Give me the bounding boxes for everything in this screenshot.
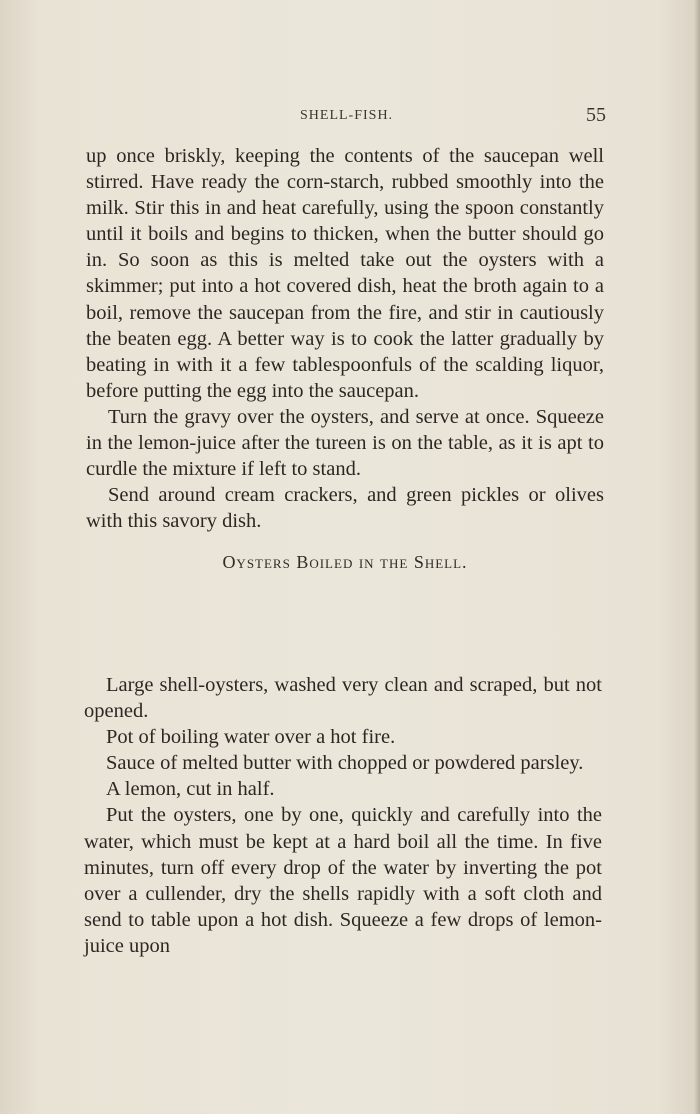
ingredient-oysters: Large shell-oysters, washed very clean and scraped, but not opened.	[84, 674, 602, 723]
ingredient-sauce: Sauce of melted butter with chopped or powdered parsley.	[106, 752, 584, 775]
page-edge-shadow	[694, 0, 700, 1114]
ingredient-pot: Pot of boiling water over a hot fire.	[106, 726, 396, 749]
page-header	[88, 104, 606, 132]
section-title: Oysters Boiled in the Shell.	[222, 552, 468, 573]
recipe-block	[84, 672, 602, 959]
page-number: 55	[586, 104, 606, 126]
paragraph-method: Put the oysters, one by one, quickly and carefully into the water, which must be kept at a hard boil all the time. In five minutes, turn off every drop of the water by inverting the pot over a cullender, dry the shells rapidly with a soft cloth and send to table upon a hot dish. Squeeze a few drops of lemon-juice upon	[84, 804, 602, 957]
top-text-block	[86, 143, 604, 587]
paragraph-gravy: Turn the gravy over the oysters, and serve at once. Squeeze in the lemon-juice after the tureen is on the table, as it is apt to curdle the mixture if left to stand.	[86, 405, 604, 481]
running-head: SHELL-FISH.	[300, 108, 394, 123]
ingredient-lemon: A lemon, cut in half.	[106, 778, 275, 801]
paragraph-continuation: up once briskly, keeping the contents of the saucepan well stirred. Have ready the corn-starch, rubbed smoothly into the milk. Stir this in and heat carefully, using the spoon constantly until it boils and begins to thicken, when the butter should go in. So soon as this is melted take out the oysters with a skimmer; put into a hot covered dish, heat the broth again to a boil, remove the saucepan from the fire, and stir in cautiously the beaten egg. A better way is to cook the latter gradually by beating in with it a few tablespoonfuls of the scalding liquor, before putting the egg into the saucepan.	[86, 145, 604, 402]
paragraph-crackers: Send around cream crackers, and green pickles or olives with this savory dish.	[86, 484, 604, 533]
